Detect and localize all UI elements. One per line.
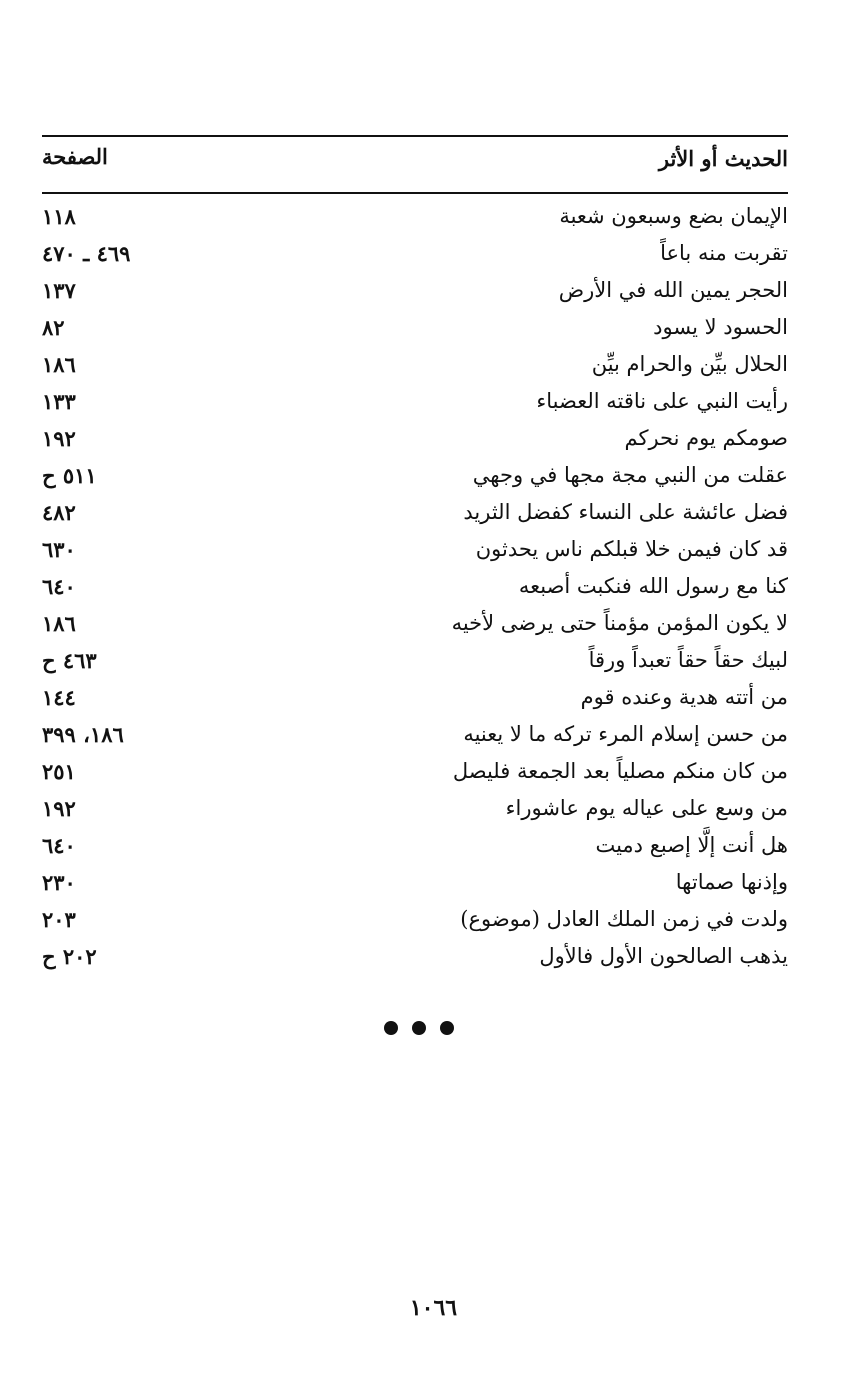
index-entry	[42, 459, 788, 496]
index-entry	[42, 829, 788, 866]
index-entry	[42, 755, 788, 792]
entry-page: ١٨٦	[42, 352, 76, 377]
entry-text: ولدت في زمن الملك العادل (موضوع)	[460, 907, 788, 931]
index-entries	[42, 200, 788, 977]
top-rule	[42, 135, 788, 137]
entry-page: ٢٣٠	[42, 870, 76, 895]
entry-page: ١٣٧	[42, 278, 76, 303]
entry-page: ٤٨٢	[42, 500, 76, 525]
index-entry	[42, 681, 788, 718]
entry-page: ١٤٤	[42, 685, 76, 710]
index-entry	[42, 274, 788, 311]
entry-text: لا يكون المؤمن مؤمناً حتى يرضى لأخيه	[451, 611, 788, 635]
index-entry	[42, 792, 788, 829]
entry-page: ١٣٣	[42, 389, 76, 414]
entry-page: ٤٦٣ ح	[42, 648, 97, 673]
entry-text: عقلت من النبي مجة مجها في وجهي	[472, 463, 788, 487]
index-entry	[42, 903, 788, 940]
index-entry	[42, 570, 788, 607]
entry-page: ٢٠٣	[42, 907, 76, 932]
entry-text: من كان منكم مصلياً بعد الجمعة فليصل	[452, 759, 788, 783]
section-end-ornament	[384, 1021, 454, 1037]
ornament-dot	[384, 1021, 398, 1035]
entry-text: الإيمان بضع وسبعون شعبة	[559, 204, 788, 228]
ornament-dot	[440, 1021, 454, 1035]
entry-text: الحلال بيِّن والحرام بيِّن	[591, 352, 788, 376]
index-entry	[42, 496, 788, 533]
entry-page: ٢٠٢ ح	[42, 944, 97, 969]
index-entry	[42, 607, 788, 644]
entry-page: ١١٨	[42, 204, 76, 229]
index-entry	[42, 311, 788, 348]
entry-text: قد كان فيمن خلا قبلكم ناس يحدثون	[475, 537, 788, 561]
entry-text: تقربت منه باعاً	[660, 241, 788, 265]
page-number: ١٠٦٦	[409, 1295, 458, 1321]
index-entry	[42, 348, 788, 385]
index-entry	[42, 200, 788, 237]
index-entry	[42, 385, 788, 422]
entry-page: ١٩٢	[42, 796, 76, 821]
entry-page: ٢٥١	[42, 759, 76, 784]
index-entry	[42, 237, 788, 274]
index-entry	[42, 644, 788, 681]
entry-page: ٦٣٠	[42, 537, 76, 562]
ornament-dot	[412, 1021, 426, 1035]
entry-text: من وسع على عياله يوم عاشوراء	[505, 796, 788, 820]
entry-text: وإذنها صماتها	[675, 870, 788, 894]
entry-page: ٦٤٠	[42, 574, 76, 599]
entry-text: لبيك حقاً حقاً تعبداً ورقاً	[588, 648, 788, 672]
column-header-page: الصفحة	[42, 144, 108, 169]
index-entry	[42, 866, 788, 903]
entry-page: ٤٦٩ ـ ٤٧٠	[42, 241, 131, 266]
entry-text: الحجر يمين الله في الأرض	[558, 278, 788, 302]
entry-text: هل أنت إلَّا إصبع دميت	[595, 833, 788, 857]
entry-text: فضل عائشة على النساء كفضل الثريد	[463, 500, 788, 524]
entry-text: يذهب الصالحون الأول فالأول	[539, 944, 788, 968]
entry-page: ١٨٦	[42, 611, 76, 636]
table-header	[42, 142, 788, 182]
column-header-hadith: الحديث أو الأثر	[658, 146, 788, 171]
entry-page: ٦٤٠	[42, 833, 76, 858]
entry-text: رأيت النبي على ناقته العضباء	[536, 389, 788, 413]
entry-text: الحسود لا يسود	[653, 315, 788, 339]
index-entry	[42, 422, 788, 459]
entry-text: من حسن إسلام المرء تركه ما لا يعنيه	[463, 722, 788, 746]
entry-page: ١٨٦، ٣٩٩	[42, 722, 124, 747]
entry-text: كنا مع رسول الله فنكبت أصبعه	[518, 574, 788, 598]
index-entry	[42, 940, 788, 977]
entry-text: من أتته هدية وعنده قوم	[580, 685, 788, 709]
entry-page: ٨٢	[42, 315, 65, 340]
entry-page: ١٩٢	[42, 426, 76, 451]
entry-page: ٥١١ ح	[42, 463, 97, 488]
header-rule	[42, 192, 788, 194]
index-entry	[42, 718, 788, 755]
index-entry	[42, 533, 788, 570]
entry-text: صومكم يوم نحركم	[624, 426, 788, 450]
